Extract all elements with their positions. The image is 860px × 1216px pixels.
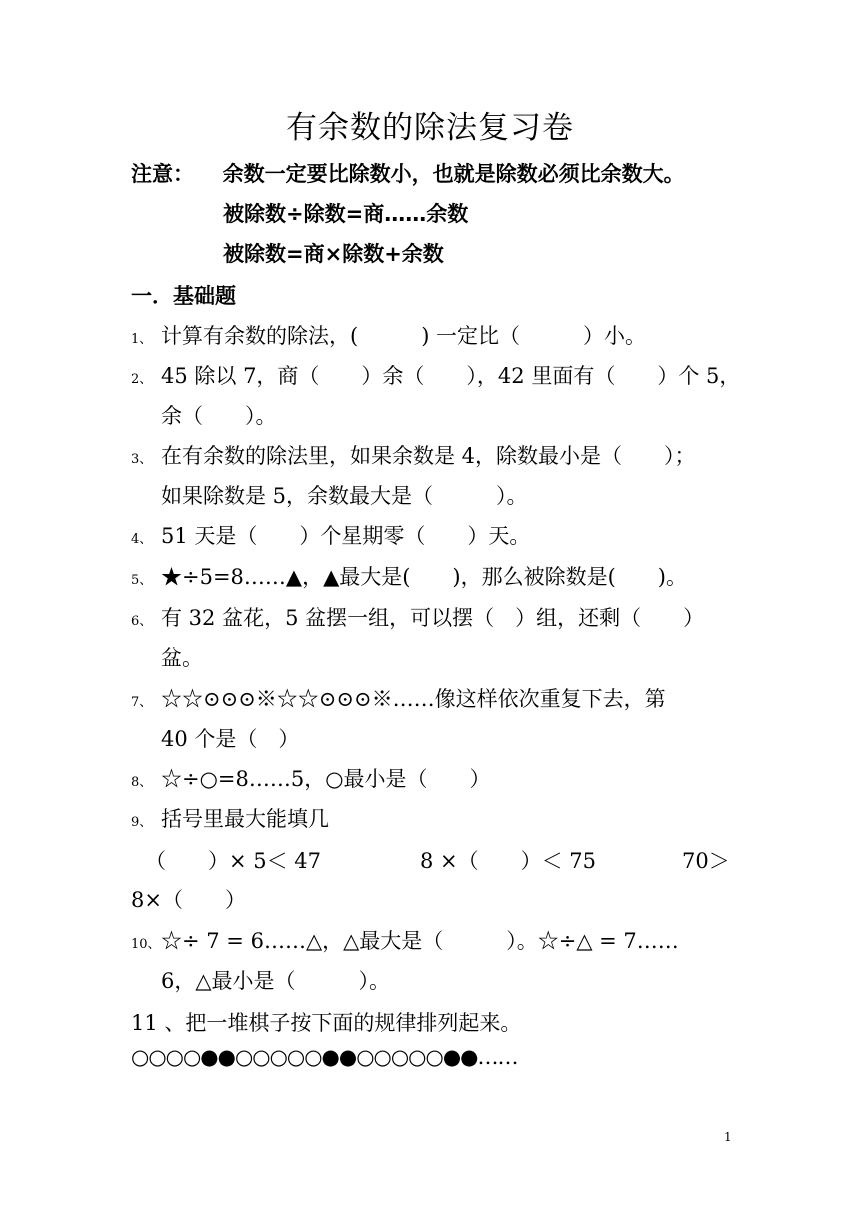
question-8 [131, 763, 491, 793]
page-number: 1 [724, 1130, 732, 1144]
question-6 [131, 602, 704, 632]
page-title: 有余数的除法复习卷 [286, 110, 574, 146]
question-number: 8、 [131, 775, 153, 790]
question-text: ★÷5=8……▲，▲最大是( )，那么被除数是( )。 [161, 565, 687, 589]
question-text: ☆÷○=8……5，○最小是（ ） [161, 767, 491, 791]
question-number: 6、 [131, 614, 153, 629]
question-3 [131, 440, 696, 470]
note-line-3: 被除数=商×除数+余数 [223, 242, 444, 266]
q9-item-4: 8×（ ） [131, 888, 246, 912]
question-6-cont: 盆。 [161, 646, 203, 670]
question-2 [131, 360, 740, 390]
question-text: ☆÷ 7 = 6……△，△最大是（ ）。☆÷△ = 7…… [161, 929, 679, 953]
question-11-pattern: ○○○○●●○○○○○●●○○○○○●●…… [131, 1045, 518, 1069]
question-number: 10、 [131, 937, 161, 952]
question-text: ☆☆⊙⊙⊙※☆☆⊙⊙⊙※……像这样依次重复下去，第 [161, 687, 666, 711]
note-line-1 [131, 158, 685, 188]
q9-item-3: 70＞ [682, 849, 730, 873]
q9-item-2: 8 ×（ ）＜ 75 [420, 849, 597, 873]
question-number: 1、 [131, 332, 153, 347]
question-1 [131, 320, 646, 350]
question-11: 11 、把一堆棋子按下面的规律排列起来。 [131, 1011, 522, 1035]
question-5 [131, 561, 687, 591]
note-line-2: 被除数÷除数=商……余数 [223, 202, 469, 226]
question-3-cont: 如果除数是 5，余数最大是（ ）。 [161, 484, 528, 508]
question-9 [131, 803, 329, 833]
question-text: 51 天是（ ）个星期零（ ）天。 [161, 524, 531, 548]
question-10 [131, 925, 679, 955]
question-text: 括号里最大能填几 [161, 807, 329, 831]
question-7 [131, 683, 666, 713]
note-text-1: 余数一定要比除数小，也就是除数必须比余数大。 [222, 162, 685, 186]
question-4 [131, 520, 530, 550]
question-text: 计算有余数的除法，( ) 一定比（ ）小。 [161, 324, 647, 348]
question-text: 有 32 盆花，5 盆摆一组，可以摆（ ）组，还剩（ ） [161, 606, 705, 630]
question-number: 4、 [131, 532, 153, 547]
question-2-cont: 余（ ）。 [161, 404, 277, 428]
question-number: 2、 [131, 372, 153, 387]
question-number: 9、 [131, 815, 153, 830]
q9-item-1: （ ）× 5＜ 47 [145, 849, 322, 873]
question-text: 45 除以 7，商（ ）余（ ），42 里面有（ ）个 5， [161, 364, 741, 388]
question-10-cont: 6，△最小是（ ）。 [161, 969, 391, 993]
note-label: 注意： [131, 162, 194, 186]
question-number: 7、 [131, 695, 153, 710]
question-number: 5、 [131, 573, 153, 588]
question-number: 3、 [131, 452, 153, 467]
question-text: 在有余数的除法里，如果余数是 4，除数最小是（ ）； [161, 444, 696, 468]
section-heading: 一．基础题 [131, 284, 236, 308]
question-7-cont: 40 个是（ ） [161, 727, 300, 751]
